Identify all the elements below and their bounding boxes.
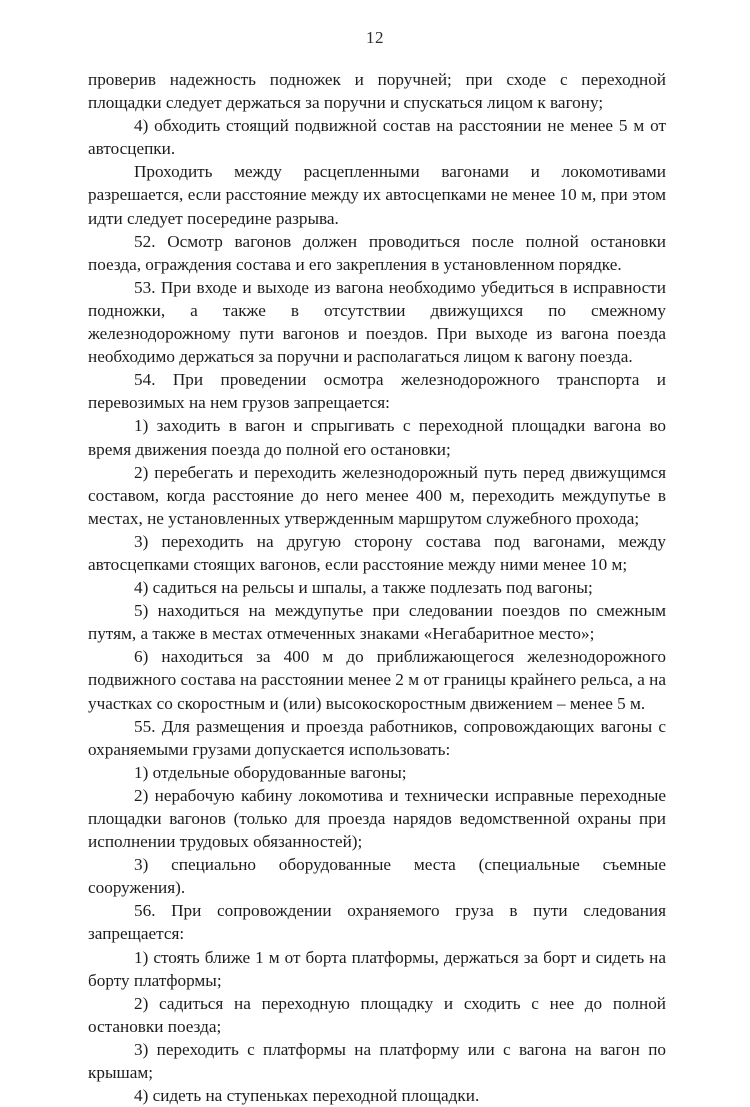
paragraph-p-54: 54. При проведении осмотра железнодорожного транспорта и перевозимых на нем грузов запрещается: — [88, 370, 666, 413]
paragraph-p-55-3: 3) специально оборудованные места (специальные съемные сооружения). — [88, 855, 666, 898]
paragraph-p-54-6: 6) находиться за 400 м до приближающегося железнодорожного подвижного состава на расстоянии менее 2 м от границы крайнего рельса, а на участках со скоростным и (или) высокоскоростным движением – менее 5 м. — [88, 647, 666, 713]
document-body — [88, 68, 666, 1107]
paragraph-p-51-4: 4) обходить стоящий подвижной состав на расстоянии не менее 5 м от автосцепки. — [88, 116, 666, 159]
paragraph-p-56-2: 2) садиться на переходную площадку и сходить с нее до полной остановки поезда; — [88, 993, 666, 1036]
paragraph-p-continuation-51: проверив надежность подножек и поручней; при сходе с переходной площадки следует держаться за поручни и спускаться лицом к вагону; — [88, 70, 666, 113]
paragraph-p-55-2: 2) нерабочую кабину локомотива и технически исправные переходные площадки вагонов (только для проезда нарядов ведомственной охраны при исполнении трудовых обязанностей); — [88, 785, 666, 852]
paragraph-p-54-4: 4) садиться на рельсы и шпалы, а также подлезать под вагоны; — [134, 578, 593, 598]
paragraph-p-51-note: Проходить между расцепленными вагонами и локомотивами разрешается, если расстояние между их автосцепками не менее 10 м, при этом идти следует посередине разрыва. — [88, 162, 666, 228]
paragraph-p-56-4: 4) сидеть на ступеньках переходной площадки. — [134, 1086, 480, 1106]
paragraph-p-53: 53. При входе и выходе из вагона необходимо убедиться в исправности подножки, а также в отсутствии движущихся по смежному железнодорожному пути вагонов и поездов. При выходе из вагона поезда необходимо держаться за поручни и располагаться лицом к вагону поезда. — [88, 277, 666, 367]
paragraph-p-56-1: 1) стоять ближе 1 м от борта платформы, держаться за борт и сидеть на борту платформы; — [88, 947, 666, 990]
paragraph-p-56-3: 3) переходить с платформы на платформу или с вагона на вагон по крышам; — [88, 1039, 666, 1083]
paragraph-p-54-2: 2) перебегать и переходить железнодорожный путь перед движущимся составом, когда расстояние до него менее 400 м, переходить междупутье в местах, не установленных утвержденным маршрутом служебного прохода; — [88, 462, 666, 528]
paragraph-p-56: 56. При сопровождении охраняемого груза в пути следования запрещается: — [88, 901, 666, 944]
paragraph-p-55-1: 1) отдельные оборудованные вагоны; — [134, 762, 407, 782]
paragraph-p-52: 52. Осмотр вагонов должен проводиться после полной остановки поезда, ограждения состава и его закрепления в установленном порядке. — [88, 231, 666, 274]
paragraph-p-54-5: 5) находиться на междупутье при следовании поездов по смежным путям, а также в местах отмеченных знаками «Негабаритное место»; — [88, 601, 666, 644]
paragraph-p-54-1: 1) заходить в вагон и спрыгивать с переходной площадки вагона во время движения поезда до полной его остановки; — [88, 416, 666, 459]
paragraph-p-55: 55. Для размещения и проезда работников, сопровождающих вагоны с охраняемыми грузами допускается использовать: — [88, 716, 666, 759]
page-number: 12 — [366, 28, 384, 47]
paragraph-p-54-3: 3) переходить на другую сторону состава под вагонами, между автосцепками стоящих вагонов, если расстояние между ними менее 10 м; — [88, 531, 666, 574]
